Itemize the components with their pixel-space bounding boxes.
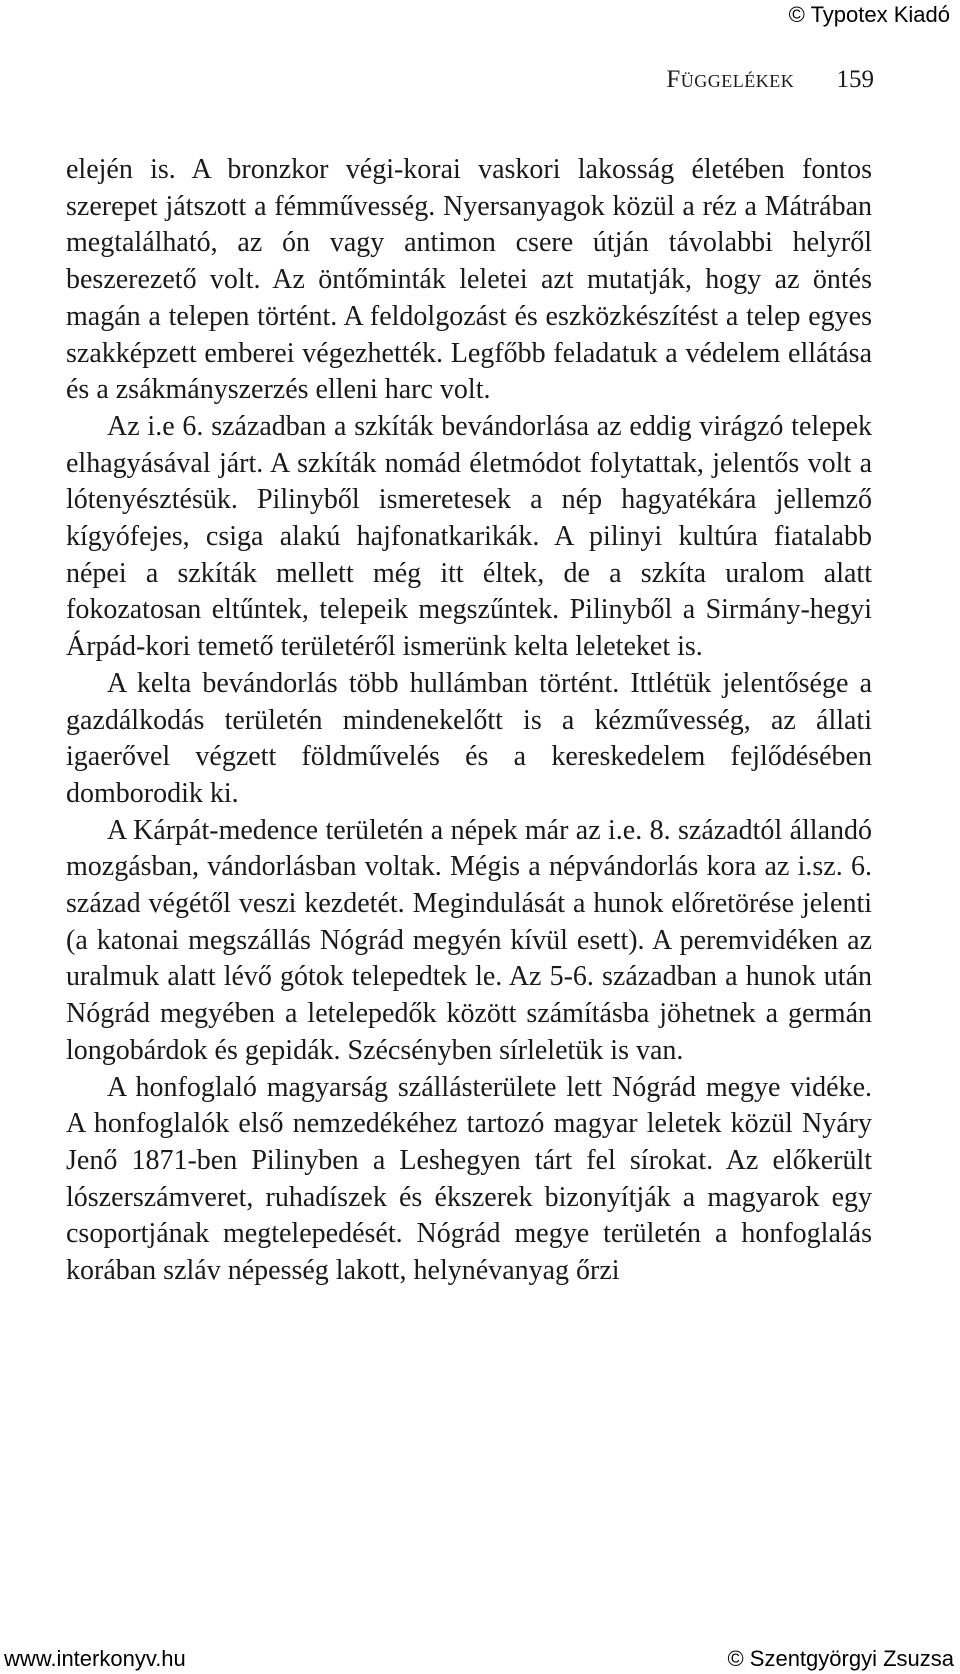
paragraph: A Kárpát-medence területén a népek már az i.e. 8. századtól állandó mozgásban, vándorlásban voltak. Mégis a népvándorlás kora az i.sz. 6. század végétől veszi kezdetét. Megindulását a hunok előretörése jelenti (a katonai megszállás Nógrád megyén kívül esett). A peremvidéken az uralmuk alatt lévő gótok telepedtek le. Az 5-6. században a hunok után Nógrád megyében a letelepedők között számításba jöhetnek a germán longobárdok és gepidák. Szécsényben sírleletük is van. <box>66 814 872 1066</box>
running-head <box>666 64 874 96</box>
author-copyright: © Szentgyörgyi Zsuzsa <box>727 1646 954 1671</box>
paragraph: A kelta bevándorlás több hullámban történt. Ittlétük jelentősége a gazdálkodás területén mindenekelőtt is a kézművesség, az állati igaerővel végzett földművelés és a kereskedelem fejlődésében domborodik ki. <box>66 667 872 809</box>
website-link[interactable]: www.interkonyv.hu <box>4 1646 186 1671</box>
page-number: 159 <box>836 66 874 93</box>
paragraph: Az i.e 6. században a szkíták bevándorlása az eddig virágzó telepek elhagyásával járt. A szkíták nomád életmódot folytattak, jelentős volt a lótenyésztésük. Pilinyből ismeretesek a nép hagyatékára jellemző kígyófejes, csiga alakú hajfonatkarikák. A pilinyi kultúra fiatalabb népei a szkíták mellett még itt éltek, de a szkíta uralom alatt fokozatosan eltűntek, telepeik megszűntek. Pilinyből a Sirmány-hegyi Árpád-kori temető területéről ismerünk kelta leleteket is. <box>66 410 872 663</box>
paragraph: elején is. A bronzkor végi-korai vaskori lakosság életében fontos szerepet játszott a fémművesség. Nyersanyagok közül a réz a Mátrában megtalálható, az ón vagy antimon csere útján távolabbi helyről beszerezető volt. Az öntőminták leletei azt mutatják, hogy az öntés magán a telepen történt. A feldolgozást és eszközkészítést a telep egyes szakképzett emberei végezhették. Legfőbb feladatuk a védelem ellátása és a zsákmányszerzés elleni harc volt. <box>66 154 872 406</box>
body-text <box>66 152 872 1290</box>
section-title: Függelékek <box>666 66 795 93</box>
publisher-copyright: © Typotex Kiadó <box>788 2 950 27</box>
paragraph: A honfoglaló magyarság szállásterülete lett Nógrád megye vidéke. A honfoglalók első nemzedékéhez tartozó magyar leletek közül Nyáry Jenő 1871-ben Pilinyben a Leshegyen tárt fel sírokat. Az előkerült lószerszámveret, ruhadíszek és ékszerek bizonyítják a magyarok egy csoportjának megtelepedését. Nógrád megye területén a honfoglalás korában szláv népesség lakott, helynévanyag őrzi <box>66 1071 872 1287</box>
